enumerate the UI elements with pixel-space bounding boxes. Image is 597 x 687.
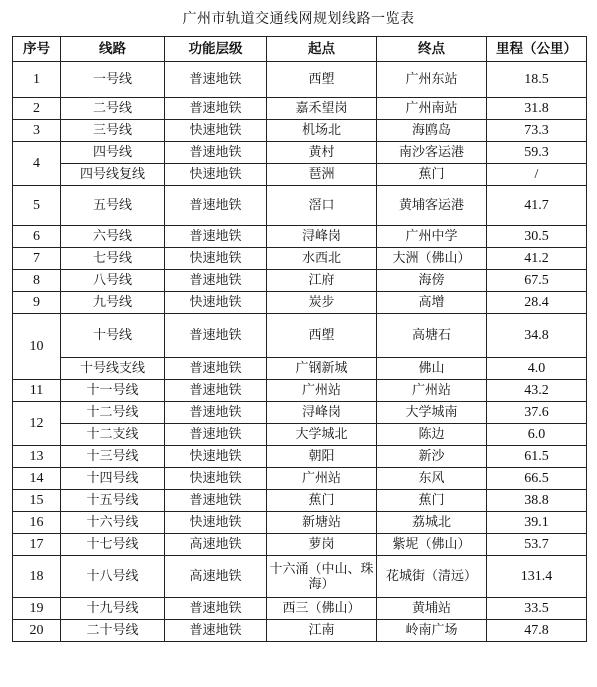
cell-line: 一号线 [61,62,165,98]
cell-level: 普速地铁 [165,402,267,424]
cell-line: 八号线 [61,270,165,292]
metro-lines-table [12,36,587,642]
cell-seq: 1 [13,62,61,98]
cell-end: 广州站 [377,380,487,402]
cell-start: 浔峰岗 [267,402,377,424]
cell-km: 67.5 [487,270,587,292]
cell-end: 佛山 [377,358,487,380]
cell-line: 四号线 [61,142,165,164]
cell-start: 新塘站 [267,512,377,534]
cell-start: 朝阳 [267,446,377,468]
cell-km: 37.6 [487,402,587,424]
cell-line: 四号线复线 [61,164,165,186]
cell-line: 十号线 [61,314,165,358]
cell-km: 39.1 [487,512,587,534]
table-row [13,490,587,512]
cell-seq: 2 [13,98,61,120]
cell-start: 西塱 [267,62,377,98]
table-body [13,62,587,642]
header-km: 里程（公里） [487,37,587,62]
cell-seq: 6 [13,226,61,248]
cell-seq: 13 [13,446,61,468]
cell-start: 浔峰岗 [267,226,377,248]
table-row [13,98,587,120]
cell-line: 六号线 [61,226,165,248]
cell-start: 机场北 [267,120,377,142]
cell-line: 十一号线 [61,380,165,402]
table-row [13,142,587,164]
cell-level: 快速地铁 [165,512,267,534]
cell-level: 普速地铁 [165,598,267,620]
table-row [13,446,587,468]
header-level: 功能层级 [165,37,267,62]
cell-seq: 11 [13,380,61,402]
cell-end: 大学城南 [377,402,487,424]
cell-km: 38.8 [487,490,587,512]
cell-start: 琶洲 [267,164,377,186]
cell-start: 蕉门 [267,490,377,512]
cell-start: 西三（佛山） [267,598,377,620]
cell-level: 普速地铁 [165,380,267,402]
cell-km: 131.4 [487,556,587,598]
cell-km: 43.2 [487,380,587,402]
cell-km: 6.0 [487,424,587,446]
cell-level: 快速地铁 [165,292,267,314]
table-row [13,120,587,142]
table-row [13,402,587,424]
cell-line: 十九号线 [61,598,165,620]
cell-line: 十二支线 [61,424,165,446]
cell-km: 34.8 [487,314,587,358]
cell-km: 41.2 [487,248,587,270]
table-title: 广州市轨道交通线网规划线路一览表 [182,11,415,27]
cell-start: 大学城北 [267,424,377,446]
cell-end: 黄埔站 [377,598,487,620]
header-seq: 序号 [13,37,61,62]
cell-end: 海鸥岛 [377,120,487,142]
cell-seq: 4 [13,142,61,186]
cell-km: 53.7 [487,534,587,556]
cell-line: 三号线 [61,120,165,142]
header-end: 终点 [377,37,487,62]
cell-level: 普速地铁 [165,620,267,642]
cell-end: 高塘石 [377,314,487,358]
table-row [13,556,587,598]
cell-level: 普速地铁 [165,98,267,120]
cell-start: 滘口 [267,186,377,226]
table-row [13,292,587,314]
cell-km: 61.5 [487,446,587,468]
cell-line: 九号线 [61,292,165,314]
cell-seq: 3 [13,120,61,142]
cell-start: 广州站 [267,468,377,490]
cell-seq: 14 [13,468,61,490]
cell-start: 江府 [267,270,377,292]
cell-end: 花城街（清远） [377,556,487,598]
cell-level: 普速地铁 [165,62,267,98]
table-row [13,186,587,226]
cell-level: 普速地铁 [165,270,267,292]
table-row [13,270,587,292]
cell-km: 33.5 [487,598,587,620]
cell-level: 普速地铁 [165,186,267,226]
cell-level: 快速地铁 [165,446,267,468]
cell-end: 高增 [377,292,487,314]
cell-line: 七号线 [61,248,165,270]
cell-line: 十四号线 [61,468,165,490]
cell-seq: 20 [13,620,61,642]
cell-line: 十八号线 [61,556,165,598]
header-line: 线路 [61,37,165,62]
cell-line: 十七号线 [61,534,165,556]
cell-km: 66.5 [487,468,587,490]
cell-level: 快速地铁 [165,468,267,490]
cell-level: 快速地铁 [165,164,267,186]
cell-end: 大洲（佛山） [377,248,487,270]
cell-start: 炭步 [267,292,377,314]
cell-start: 广州站 [267,380,377,402]
table-row [13,164,587,186]
cell-level: 普速地铁 [165,490,267,512]
table-row [13,468,587,490]
cell-level: 普速地铁 [165,424,267,446]
cell-km: 28.4 [487,292,587,314]
cell-level: 普速地铁 [165,226,267,248]
cell-km: 59.3 [487,142,587,164]
cell-km: 30.5 [487,226,587,248]
cell-end: 荔城北 [377,512,487,534]
cell-start: 江南 [267,620,377,642]
cell-seq: 8 [13,270,61,292]
table-row [13,226,587,248]
table-row [13,620,587,642]
cell-start: 十六涌（中山、珠海） [267,556,377,598]
cell-level: 普速地铁 [165,358,267,380]
cell-seq: 19 [13,598,61,620]
cell-line: 二十号线 [61,620,165,642]
header-row [13,37,587,62]
table-row [13,512,587,534]
cell-end: 蕉门 [377,164,487,186]
cell-end: 广州南站 [377,98,487,120]
cell-seq: 16 [13,512,61,534]
cell-seq: 10 [13,314,61,380]
cell-end: 广州东站 [377,62,487,98]
cell-line: 十六号线 [61,512,165,534]
table-row [13,598,587,620]
cell-seq: 9 [13,292,61,314]
cell-seq: 7 [13,248,61,270]
table-row [13,248,587,270]
cell-km: 47.8 [487,620,587,642]
cell-end: 陈边 [377,424,487,446]
table-row [13,62,587,98]
table-row [13,358,587,380]
cell-end: 黄埔客运港 [377,186,487,226]
cell-start: 水西北 [267,248,377,270]
cell-end: 东风 [377,468,487,490]
cell-line: 二号线 [61,98,165,120]
cell-level: 高速地铁 [165,556,267,598]
cell-level: 普速地铁 [165,142,267,164]
cell-km: 73.3 [487,120,587,142]
cell-line: 十二号线 [61,402,165,424]
cell-end: 新沙 [377,446,487,468]
cell-km: 31.8 [487,98,587,120]
table-row [13,314,587,358]
cell-end: 岭南广场 [377,620,487,642]
cell-start: 黄村 [267,142,377,164]
cell-seq: 18 [13,556,61,598]
table-row [13,534,587,556]
cell-seq: 5 [13,186,61,226]
cell-end: 南沙客运港 [377,142,487,164]
table-row [13,380,587,402]
cell-seq: 15 [13,490,61,512]
cell-start: 嘉禾望岗 [267,98,377,120]
cell-level: 快速地铁 [165,248,267,270]
cell-km: 4.0 [487,358,587,380]
table-row [13,424,587,446]
cell-km: 41.7 [487,186,587,226]
cell-level: 快速地铁 [165,120,267,142]
cell-end: 紫坭（佛山） [377,534,487,556]
cell-start: 西塱 [267,314,377,358]
cell-line: 十五号线 [61,490,165,512]
cell-level: 普速地铁 [165,314,267,358]
cell-start: 广钢新城 [267,358,377,380]
cell-end: 蕉门 [377,490,487,512]
cell-line: 十号线支线 [61,358,165,380]
cell-end: 海傍 [377,270,487,292]
cell-level: 高速地铁 [165,534,267,556]
cell-line: 五号线 [61,186,165,226]
cell-start: 萝岗 [267,534,377,556]
cell-line: 十三号线 [61,446,165,468]
cell-seq: 12 [13,402,61,446]
header-start: 起点 [267,37,377,62]
cell-km: 18.5 [487,62,587,98]
cell-km: / [487,164,587,186]
cell-seq: 17 [13,534,61,556]
cell-end: 广州中学 [377,226,487,248]
